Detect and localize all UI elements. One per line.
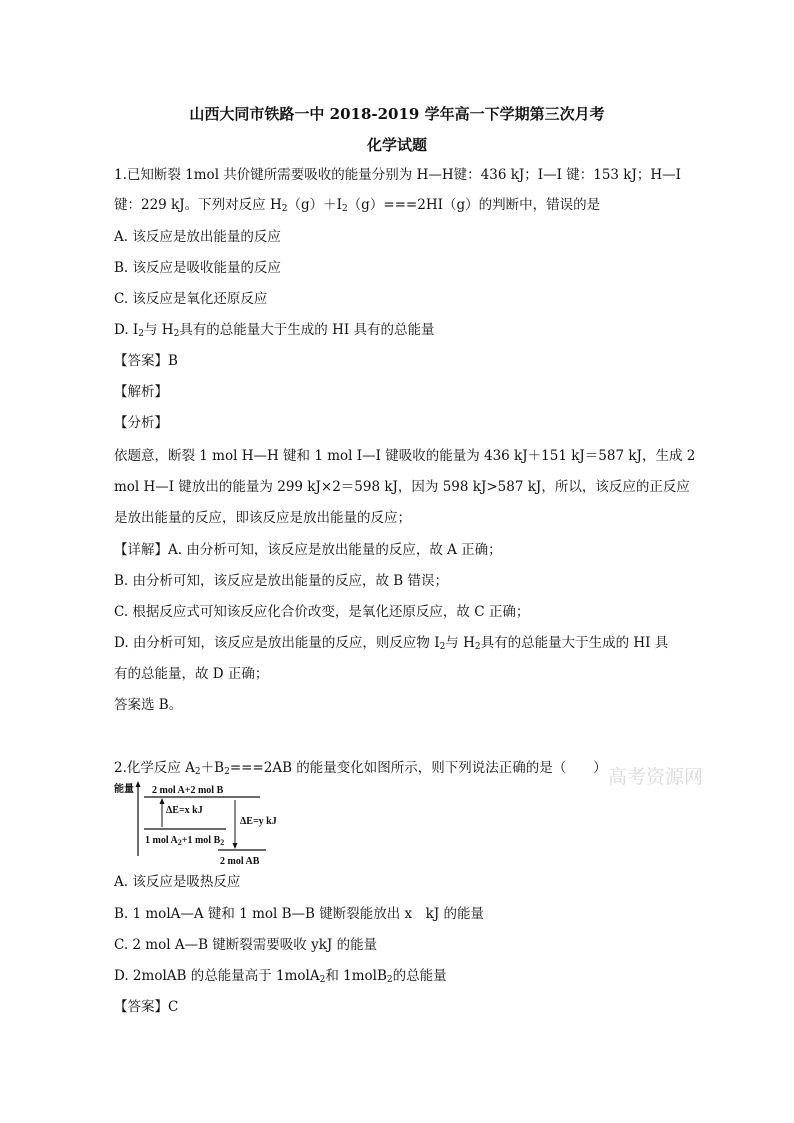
delta-x-label: ΔE=x kJ — [166, 805, 203, 816]
delta-y-label: ΔE=y kJ — [240, 816, 277, 827]
q1-stem-line2: 键：229 kJ。下列对反应 $H_2(g)+I_2(g)===2HI(g)$的判断中，错误的是 — [114, 197, 601, 214]
watermark-text: 高考资源网 — [608, 766, 704, 788]
q1-analysis-line1: 依题意，断裂 1 mol H—H 键和 1 mol I—I 键吸收的能量为 436 kJ＋151 kJ＝587 kJ，生成 2 — [114, 448, 696, 464]
q1-option-d: D. $I_2$与 $H_2$具有的总能量大于生成的 HI 具有的总能量 — [114, 322, 435, 339]
q1-option-c: C. 该反应是氧化还原反应 — [114, 291, 268, 307]
delta-y-arrow-icon — [233, 843, 238, 849]
q1-detail-c: C. 根据反应式可知该反应化合价改变，是氧化还原反应，故 C 正确； — [114, 604, 530, 620]
y-axis-label: 能量 — [114, 784, 134, 795]
q1-fenxi-heading: 【分析】 — [114, 415, 168, 431]
q1-analysis-line3: 是放出能量的反应，即该反应是放出能量的反应； — [114, 510, 411, 526]
q1-option-a: A. 该反应是放出能量的反应 — [114, 229, 281, 245]
q2-option-c: C. 2 mol A—B 键断裂需要吸收 ykJ 的能量 — [114, 937, 378, 953]
q1-stem-line1: 1.已知断裂 1mol 共价键所需要吸收的能量分别为 H—H键：436 kJ；I—I 键：153 kJ；H—I — [114, 167, 681, 183]
q1-detail-b: B. 由分析可知，该反应是放出能量的反应，故 B 错误； — [114, 573, 449, 589]
q1-option-b: B. 该反应是吸收能量的反应 — [114, 260, 282, 276]
document-title: 山西大同市铁路一中 2018-2019 学年高一下学期第三次月考 — [189, 105, 605, 123]
q1-detail-d-line2: 有的总能量，故 D 正确； — [114, 666, 269, 682]
q1-analysis-line2: mol H—I 键放出的能量为 299 kJ×2＝598 kJ，因为 598 kJ>587 kJ，所以，该反应的正反应 — [114, 479, 690, 495]
bottom-level-label: 2 mol AB — [220, 856, 260, 867]
document-subtitle: 化学试题 — [366, 136, 427, 154]
q2-option-a: A. 该反应是吸热反应 — [114, 874, 241, 890]
top-level-label: 2 mol A+2 mol B — [152, 785, 224, 796]
q2-stem: 2.化学反应 $A_2+B_2===2AB$ 的能量变化如图所示，则下列说法正确的是（ ） — [114, 760, 607, 777]
q2-option-d: D. 2molAB 的总能量高于 1molA$_2$和 1molB$_2$的总能量 — [114, 968, 447, 985]
q2-option-b: B. 1 molA—A 键和 1 mol B—B 键断裂能放出 x kJ 的能量 — [114, 906, 485, 922]
q1-conclusion: 答案选 B。 — [114, 697, 183, 713]
energy-diagram — [114, 780, 294, 870]
q1-answer: 【答案】B — [114, 353, 178, 369]
q2-answer: 【答案】C — [114, 999, 179, 1015]
delta-x-arrow-icon — [160, 798, 165, 804]
energy-diagram-svg — [114, 780, 294, 870]
q1-detail-d: D. 由分析可知，该反应是放出能量的反应，则反应物 $I_2$与 $H_2$具有的总能量大于生成的 HI 具 — [114, 635, 669, 652]
y-axis-arrow-icon — [136, 781, 141, 787]
mid-level-label: 1 mol $A_2+1$ mol $B_2$ — [145, 835, 225, 847]
q1-detail-a: 【详解】A. 由分析可知，该反应是放出能量的反应，故 A 正确； — [114, 542, 502, 558]
q1-jiexi-heading: 【解析】 — [114, 384, 168, 400]
